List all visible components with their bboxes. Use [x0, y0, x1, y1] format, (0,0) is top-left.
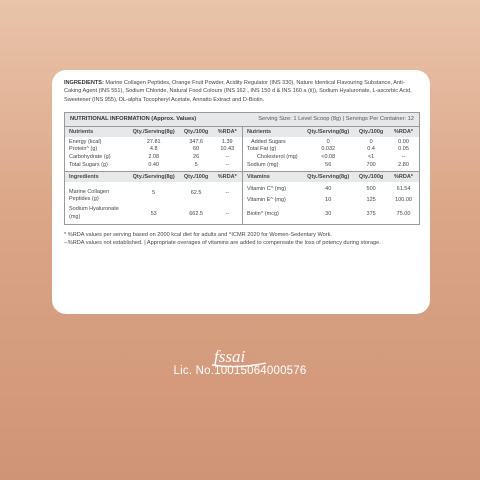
- col-header-nutrients-2: Nutrients: [242, 127, 302, 137]
- col-header-qty-100g-2: Qty./100g: [354, 127, 388, 137]
- vitamin-serving: 30: [325, 211, 332, 218]
- vitamin-name: Vitamin E^ (mg): [242, 195, 302, 206]
- col-header-rda-3: %RDA*: [213, 172, 243, 183]
- vitamin-name: Vitamin C^ (mg): [242, 182, 302, 195]
- vitamin-rda: 100.00: [395, 197, 412, 204]
- nutrient-rda: 2.80: [398, 161, 409, 168]
- ingredients-heading: INGREDIENTS:: [64, 80, 104, 86]
- nutrition-grid: [65, 127, 419, 224]
- col-header-qty-serving-2: Qty./Serving(8g): [302, 127, 354, 137]
- nutrient-serving: 0.40: [148, 161, 160, 168]
- nutrient-per100: 26: [193, 154, 200, 161]
- nutrition-label-card: [52, 70, 430, 314]
- nutrition-table-header: [65, 113, 419, 127]
- col-header-qty-serving-3: Qty./Serving(8g): [128, 172, 180, 183]
- vitamin-per100: 500: [366, 186, 376, 193]
- nutrient-rda: 0.05: [398, 146, 409, 153]
- nutrient-rda: 10.43: [220, 146, 235, 153]
- ingredient-name: Marine Collagen Peptides (g): [69, 188, 110, 203]
- nutrient-per100: 60: [193, 146, 200, 153]
- col-header-nutrients: Nutrients: [65, 127, 128, 137]
- table-row: [65, 162, 419, 172]
- vitamin-per100: 125: [366, 197, 376, 204]
- nutrient-name: Protein^ (g): [69, 146, 98, 153]
- col-header-ingredients: Ingredients: [65, 172, 128, 183]
- nutrient-serving: <0.08: [321, 154, 336, 161]
- col-header-rda-4: %RDA*: [388, 172, 419, 183]
- nutrient-serving: 4.8: [149, 146, 158, 153]
- vitamin-rda: 61.54: [396, 186, 411, 193]
- nutrient-serving: 2.08: [148, 154, 160, 161]
- nutrient-per100: 5: [194, 161, 198, 168]
- footnotes: [64, 231, 420, 248]
- nutrient-per100: <1: [367, 154, 375, 161]
- col-header-qty-serving-4: Qty./Serving(8g): [302, 172, 354, 183]
- vitamin-serving: 40: [325, 186, 332, 193]
- footnote-rda-basis: * %RDA values per serving based on 2000 kcal diet for adults and ^ICMR 2020 for Women-Sedentary Work.: [64, 232, 332, 239]
- col-header-qty-serving: Qty./Serving(8g): [128, 127, 180, 137]
- table-head-row: [65, 172, 419, 183]
- nutrient-serving: 27.81: [146, 138, 161, 145]
- table-row: [65, 146, 419, 154]
- ingredient-serving: 53: [150, 211, 157, 218]
- nutrient-serving: 0.032: [321, 146, 336, 153]
- col-header-vitamins: Vitamins: [242, 172, 302, 183]
- ingredients-list: Marine Collagen Peptides, Orange Fruit Powder, Acidity Regulator (INS 330), Nature Identical Flavouring Substance, Anti-Caking Agent (INS 551), Sodium Chloride, Natural Food Colours (INS 162 , INS 150 d & INS 160 a (ii)), Sodium Hyaluronate, L-ascorbic Acid, Sweetener (INS 955), DL-alpha Tocopheryl Acetate, Annatto Extract and D-Biotin.: [64, 80, 412, 103]
- ingredient-serving: 5: [152, 190, 156, 197]
- col-header-rda-2: %RDA*: [388, 127, 419, 137]
- nutrient-name: Carbohydrate (g): [69, 154, 111, 161]
- license-number: Lic. No.10015064000576: [173, 365, 307, 377]
- nutrient-name: Total Fat (g): [242, 146, 302, 154]
- table-head-row: [65, 127, 419, 137]
- nutrient-name: Energy (kcal): [69, 138, 102, 145]
- vitamin-per100: 375: [366, 211, 376, 218]
- ingredient-rda: --: [225, 211, 230, 218]
- nutrient-serving: 56: [325, 161, 332, 168]
- nutrient-name: Cholesterol (mg): [242, 154, 302, 162]
- col-header-rda: %RDA*: [213, 127, 243, 137]
- ingredient-name: Sodium Hyaluronate (mg): [69, 206, 119, 220]
- col-header-qty-100g-4: Qty./100g: [354, 172, 388, 183]
- vitamin-rda: 75.00: [396, 211, 411, 218]
- table-row: [65, 154, 419, 162]
- col-header-qty-100g-3: Qty./100g: [180, 172, 213, 183]
- vitamin-name: Biotin^ (mcg): [242, 206, 302, 224]
- ingredient-rda: --: [225, 190, 230, 197]
- nutrient-name: Added Sugars: [242, 137, 302, 147]
- nutrient-rda: 1.39: [221, 138, 233, 145]
- ingredient-per100: 62.5: [190, 190, 202, 197]
- nutrition-title: NUTRITIONAL INFORMATION (Approx. Values): [70, 116, 197, 123]
- nutrient-rda: 0.00: [398, 138, 409, 145]
- vitamin-serving: 10: [325, 197, 332, 204]
- nutrient-per100: 700: [366, 161, 376, 168]
- nutrient-rda: --: [401, 154, 406, 161]
- nutrient-name: Total Sugars (g): [69, 161, 108, 168]
- nutrient-serving: 0: [326, 138, 330, 145]
- fssai-logo-text: fssai: [214, 347, 246, 366]
- nutrient-rda: --: [225, 154, 230, 161]
- table-row: [65, 182, 419, 195]
- nutrient-rda: --: [225, 161, 230, 168]
- nutrient-per100: 347.6: [189, 138, 203, 145]
- ingredient-per100: 662.5: [189, 211, 203, 218]
- table-row: [65, 206, 419, 224]
- nutrient-name: Sodium (mg): [242, 162, 302, 172]
- footnote-overages: --%RDA values not established. | Appropriate overages of vitamins are added to compensate the loss of potency during storage.: [64, 240, 381, 247]
- col-header-qty-100g: Qty./100g: [180, 127, 213, 137]
- nutrient-per100: 0.4: [367, 146, 375, 153]
- nutrition-table: [64, 112, 420, 225]
- ingredients-paragraph: [64, 79, 420, 104]
- table-row: [65, 137, 419, 147]
- serving-info: Serving Size: 1 Level Scoop (8g) | Servings Per Container: 12: [258, 116, 414, 123]
- nutrient-per100: 0: [369, 138, 373, 145]
